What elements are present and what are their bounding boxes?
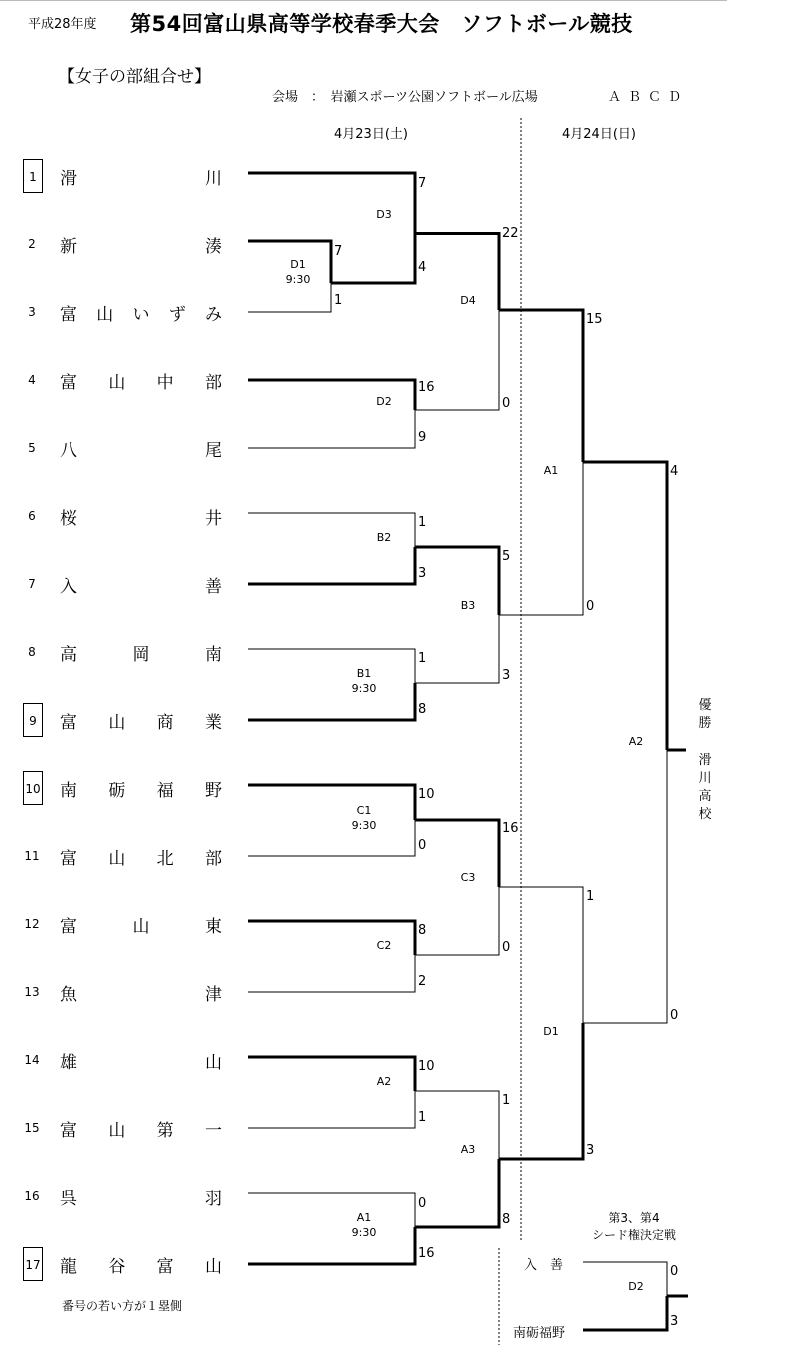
champion-label-1: 優 bbox=[698, 698, 712, 713]
team-name-char: 津 bbox=[205, 985, 222, 1005]
score: 0 bbox=[670, 1264, 679, 1279]
final-bot bbox=[583, 750, 667, 1023]
team-number: 14 bbox=[24, 1053, 40, 1067]
match-label: C1 bbox=[356, 804, 372, 817]
final-top bbox=[583, 462, 667, 750]
score: 9 bbox=[418, 430, 427, 445]
score: 1 bbox=[418, 651, 427, 666]
team-name-char: 岡 bbox=[132, 645, 150, 665]
team-name-char: 川 bbox=[205, 169, 222, 189]
third-place-title-1: 第3、第4 bbox=[608, 1211, 660, 1225]
match-label: A2 bbox=[376, 1075, 392, 1088]
team-number: 10 bbox=[23, 771, 43, 805]
match-label: D3 bbox=[376, 208, 392, 221]
score: 3 bbox=[502, 668, 511, 683]
a2-bot bbox=[248, 1091, 415, 1128]
score: 8 bbox=[502, 1212, 511, 1227]
score: 0 bbox=[502, 396, 511, 411]
score: 4 bbox=[418, 260, 427, 275]
team-number: 16 bbox=[24, 1189, 40, 1203]
team-name-char: 部 bbox=[204, 849, 222, 869]
score: 7 bbox=[334, 244, 343, 259]
third-place-team-top: 入 善 bbox=[524, 1258, 564, 1273]
d3-top bbox=[248, 173, 415, 234]
score: 16 bbox=[418, 380, 435, 395]
team-name-char: 商 bbox=[156, 713, 174, 733]
b2-bot bbox=[248, 547, 415, 584]
team-name-char: 富 bbox=[60, 849, 77, 869]
team-name-char: 桜 bbox=[60, 509, 77, 529]
venue-label: 会場 ： 岩瀬スポーツ公園ソフトボール広場 bbox=[272, 90, 538, 105]
team-name-char: 善 bbox=[205, 577, 222, 597]
sd1-bot bbox=[499, 1023, 583, 1159]
third-place-title-2: シード権決定戦 bbox=[591, 1228, 676, 1242]
team-number: 2 bbox=[28, 237, 36, 251]
team-name-char: 滑 bbox=[60, 169, 77, 189]
team-number: 15 bbox=[24, 1121, 40, 1135]
third-place-title bbox=[584, 1210, 684, 1244]
champion-team-4: 校 bbox=[698, 807, 712, 822]
team-name-char: 北 bbox=[156, 849, 174, 869]
score: 1 bbox=[586, 889, 595, 904]
team-name-char: 呉 bbox=[60, 1189, 77, 1209]
score: 1 bbox=[334, 293, 343, 308]
champion-team-2: 川 bbox=[698, 771, 712, 786]
team-name-char: 山 bbox=[205, 1053, 222, 1073]
match-label: B1 bbox=[356, 667, 372, 680]
d2-bot bbox=[248, 410, 415, 448]
team-name-char: 山 bbox=[108, 1121, 126, 1141]
score: 1 bbox=[502, 1093, 511, 1108]
team-name-char: 一 bbox=[204, 1121, 222, 1141]
footnote: 番号の若い方が１塁側 bbox=[62, 1299, 183, 1313]
team-name-char: 砺 bbox=[108, 781, 126, 801]
day1-label: 4月23日(土) bbox=[334, 127, 408, 142]
score: 2 bbox=[418, 974, 427, 989]
team-name-char: 山 bbox=[108, 713, 126, 733]
champion-label-2: 勝 bbox=[698, 716, 712, 731]
d3-bot bbox=[331, 234, 415, 284]
score: 1 bbox=[418, 515, 427, 530]
team-name-char: 業 bbox=[204, 713, 222, 733]
team-name-char: 谷 bbox=[108, 1257, 126, 1277]
team-name-char: 山 bbox=[108, 849, 126, 869]
score: 5 bbox=[502, 549, 511, 564]
page-title: 第54回富山県高等学校春季大会 ソフトボール競技 bbox=[130, 12, 633, 36]
team-name-char: 富 bbox=[60, 917, 77, 937]
match-label: D1 bbox=[543, 1025, 559, 1038]
team-name-char: 山 bbox=[132, 917, 150, 937]
score: 0 bbox=[418, 838, 427, 853]
team-name-char: 南 bbox=[205, 645, 222, 665]
score: 22 bbox=[502, 226, 519, 241]
match-label: A3 bbox=[460, 1143, 476, 1156]
sa1-bot bbox=[499, 462, 583, 615]
team-name-char: 新 bbox=[60, 237, 77, 257]
team-name-char: 野 bbox=[204, 781, 222, 801]
team-name-char: 富 bbox=[60, 1121, 77, 1141]
c1-bot bbox=[248, 820, 415, 856]
team-name-char: 八 bbox=[60, 441, 77, 461]
team-name-char: 富 bbox=[60, 713, 77, 733]
sd1-top bbox=[499, 887, 583, 1023]
era-label: 平成28年度 bbox=[28, 17, 97, 32]
team-name-char: 魚 bbox=[60, 985, 77, 1005]
match-label: A1 bbox=[543, 464, 559, 477]
third-place-team-bottom: 南砺福野 bbox=[513, 1326, 566, 1341]
match-time: 9:30 bbox=[351, 1226, 377, 1239]
team-number: 8 bbox=[28, 645, 36, 659]
court-list: ＡＢＣＤ bbox=[608, 90, 689, 105]
team-name-char: 富 bbox=[156, 1257, 174, 1277]
team-name-char: 東 bbox=[205, 917, 222, 937]
champion-team-3: 高 bbox=[698, 789, 712, 804]
champion-team bbox=[690, 752, 720, 824]
section-title: 【女子の部組合せ】 bbox=[58, 67, 211, 87]
day2-label: 4月24日(日) bbox=[562, 127, 636, 142]
team-name-char: 山 bbox=[108, 373, 126, 393]
score: 8 bbox=[418, 923, 427, 938]
team-name-char: 山 bbox=[204, 1257, 222, 1277]
team-name-char: 雄 bbox=[60, 1053, 77, 1073]
team-number: 9 bbox=[23, 703, 43, 737]
team-name-char: 龍 bbox=[60, 1257, 77, 1277]
team-name-char: 南 bbox=[60, 781, 77, 801]
match-label: A2 bbox=[628, 735, 644, 748]
a1-bot bbox=[248, 1227, 415, 1264]
score: 1 bbox=[418, 1110, 427, 1125]
team-name-char: 入 bbox=[60, 577, 77, 597]
team-name-char: 中 bbox=[156, 373, 174, 393]
score: 7 bbox=[418, 176, 427, 191]
team-name-char: 井 bbox=[205, 509, 222, 529]
team-name-char: 福 bbox=[156, 781, 174, 801]
score: 0 bbox=[670, 1008, 679, 1023]
team-number: 4 bbox=[28, 373, 36, 387]
place-bot bbox=[583, 1296, 667, 1330]
b1-bot bbox=[248, 683, 415, 720]
match-time: 9:30 bbox=[285, 273, 311, 286]
team-name-char: 高 bbox=[60, 645, 77, 665]
team-name-char: 湊 bbox=[205, 237, 222, 257]
score: 8 bbox=[418, 702, 427, 717]
score: 3 bbox=[586, 1143, 595, 1158]
team-name-char: 第 bbox=[156, 1121, 174, 1141]
match-label: D2 bbox=[376, 395, 392, 408]
score: 0 bbox=[502, 940, 511, 955]
sa1-top bbox=[499, 310, 583, 462]
team-name-char: 部 bbox=[204, 373, 222, 393]
match-time: 9:30 bbox=[351, 819, 377, 832]
match-time: 9:30 bbox=[351, 682, 377, 695]
team-name-char: み bbox=[205, 305, 222, 325]
team-number: 5 bbox=[28, 441, 36, 455]
score: 16 bbox=[418, 1246, 435, 1261]
team-name-char: 尾 bbox=[205, 441, 222, 461]
match-label: B2 bbox=[376, 531, 392, 544]
team-name-char: 山 bbox=[96, 305, 114, 325]
team-number: 3 bbox=[28, 305, 36, 319]
match-label: C2 bbox=[376, 939, 392, 952]
team-number: 13 bbox=[24, 985, 40, 999]
team-number: 1 bbox=[23, 159, 43, 193]
b3-bot bbox=[415, 615, 499, 683]
score: 4 bbox=[670, 464, 679, 479]
champion-label bbox=[690, 697, 720, 733]
score: 0 bbox=[586, 599, 595, 614]
team-name-char: ず bbox=[168, 305, 186, 325]
match-label: D2 bbox=[628, 1280, 644, 1293]
score: 16 bbox=[502, 821, 519, 836]
b1-top bbox=[248, 649, 415, 683]
team-number: 6 bbox=[28, 509, 36, 523]
team-number: 7 bbox=[28, 577, 36, 591]
match-label: B3 bbox=[460, 599, 476, 612]
a1-top bbox=[248, 1193, 415, 1227]
score: 10 bbox=[418, 1059, 435, 1074]
score: 3 bbox=[418, 566, 427, 581]
d1-bot bbox=[248, 283, 331, 312]
champion-team-1: 滑 bbox=[698, 753, 712, 768]
team-name-char: 羽 bbox=[205, 1189, 222, 1209]
score: 3 bbox=[670, 1314, 679, 1329]
a3-bot bbox=[415, 1159, 499, 1227]
match-label: D4 bbox=[460, 294, 476, 307]
match-label: A1 bbox=[356, 1211, 372, 1224]
d4-bot bbox=[415, 310, 499, 410]
team-number: 11 bbox=[24, 849, 40, 863]
c1-top bbox=[248, 785, 415, 820]
score: 15 bbox=[586, 312, 603, 327]
team-number: 12 bbox=[24, 917, 40, 931]
score: 0 bbox=[418, 1196, 427, 1211]
team-name-char: 富 bbox=[60, 373, 77, 393]
score: 10 bbox=[418, 787, 435, 802]
team-name-char: い bbox=[132, 305, 150, 325]
c3-bot bbox=[415, 887, 499, 955]
match-label: C3 bbox=[460, 871, 476, 884]
match-label: D1 bbox=[290, 258, 306, 271]
team-name-char: 富 bbox=[60, 305, 77, 325]
c2-bot bbox=[248, 955, 415, 992]
team-number: 17 bbox=[23, 1247, 43, 1281]
